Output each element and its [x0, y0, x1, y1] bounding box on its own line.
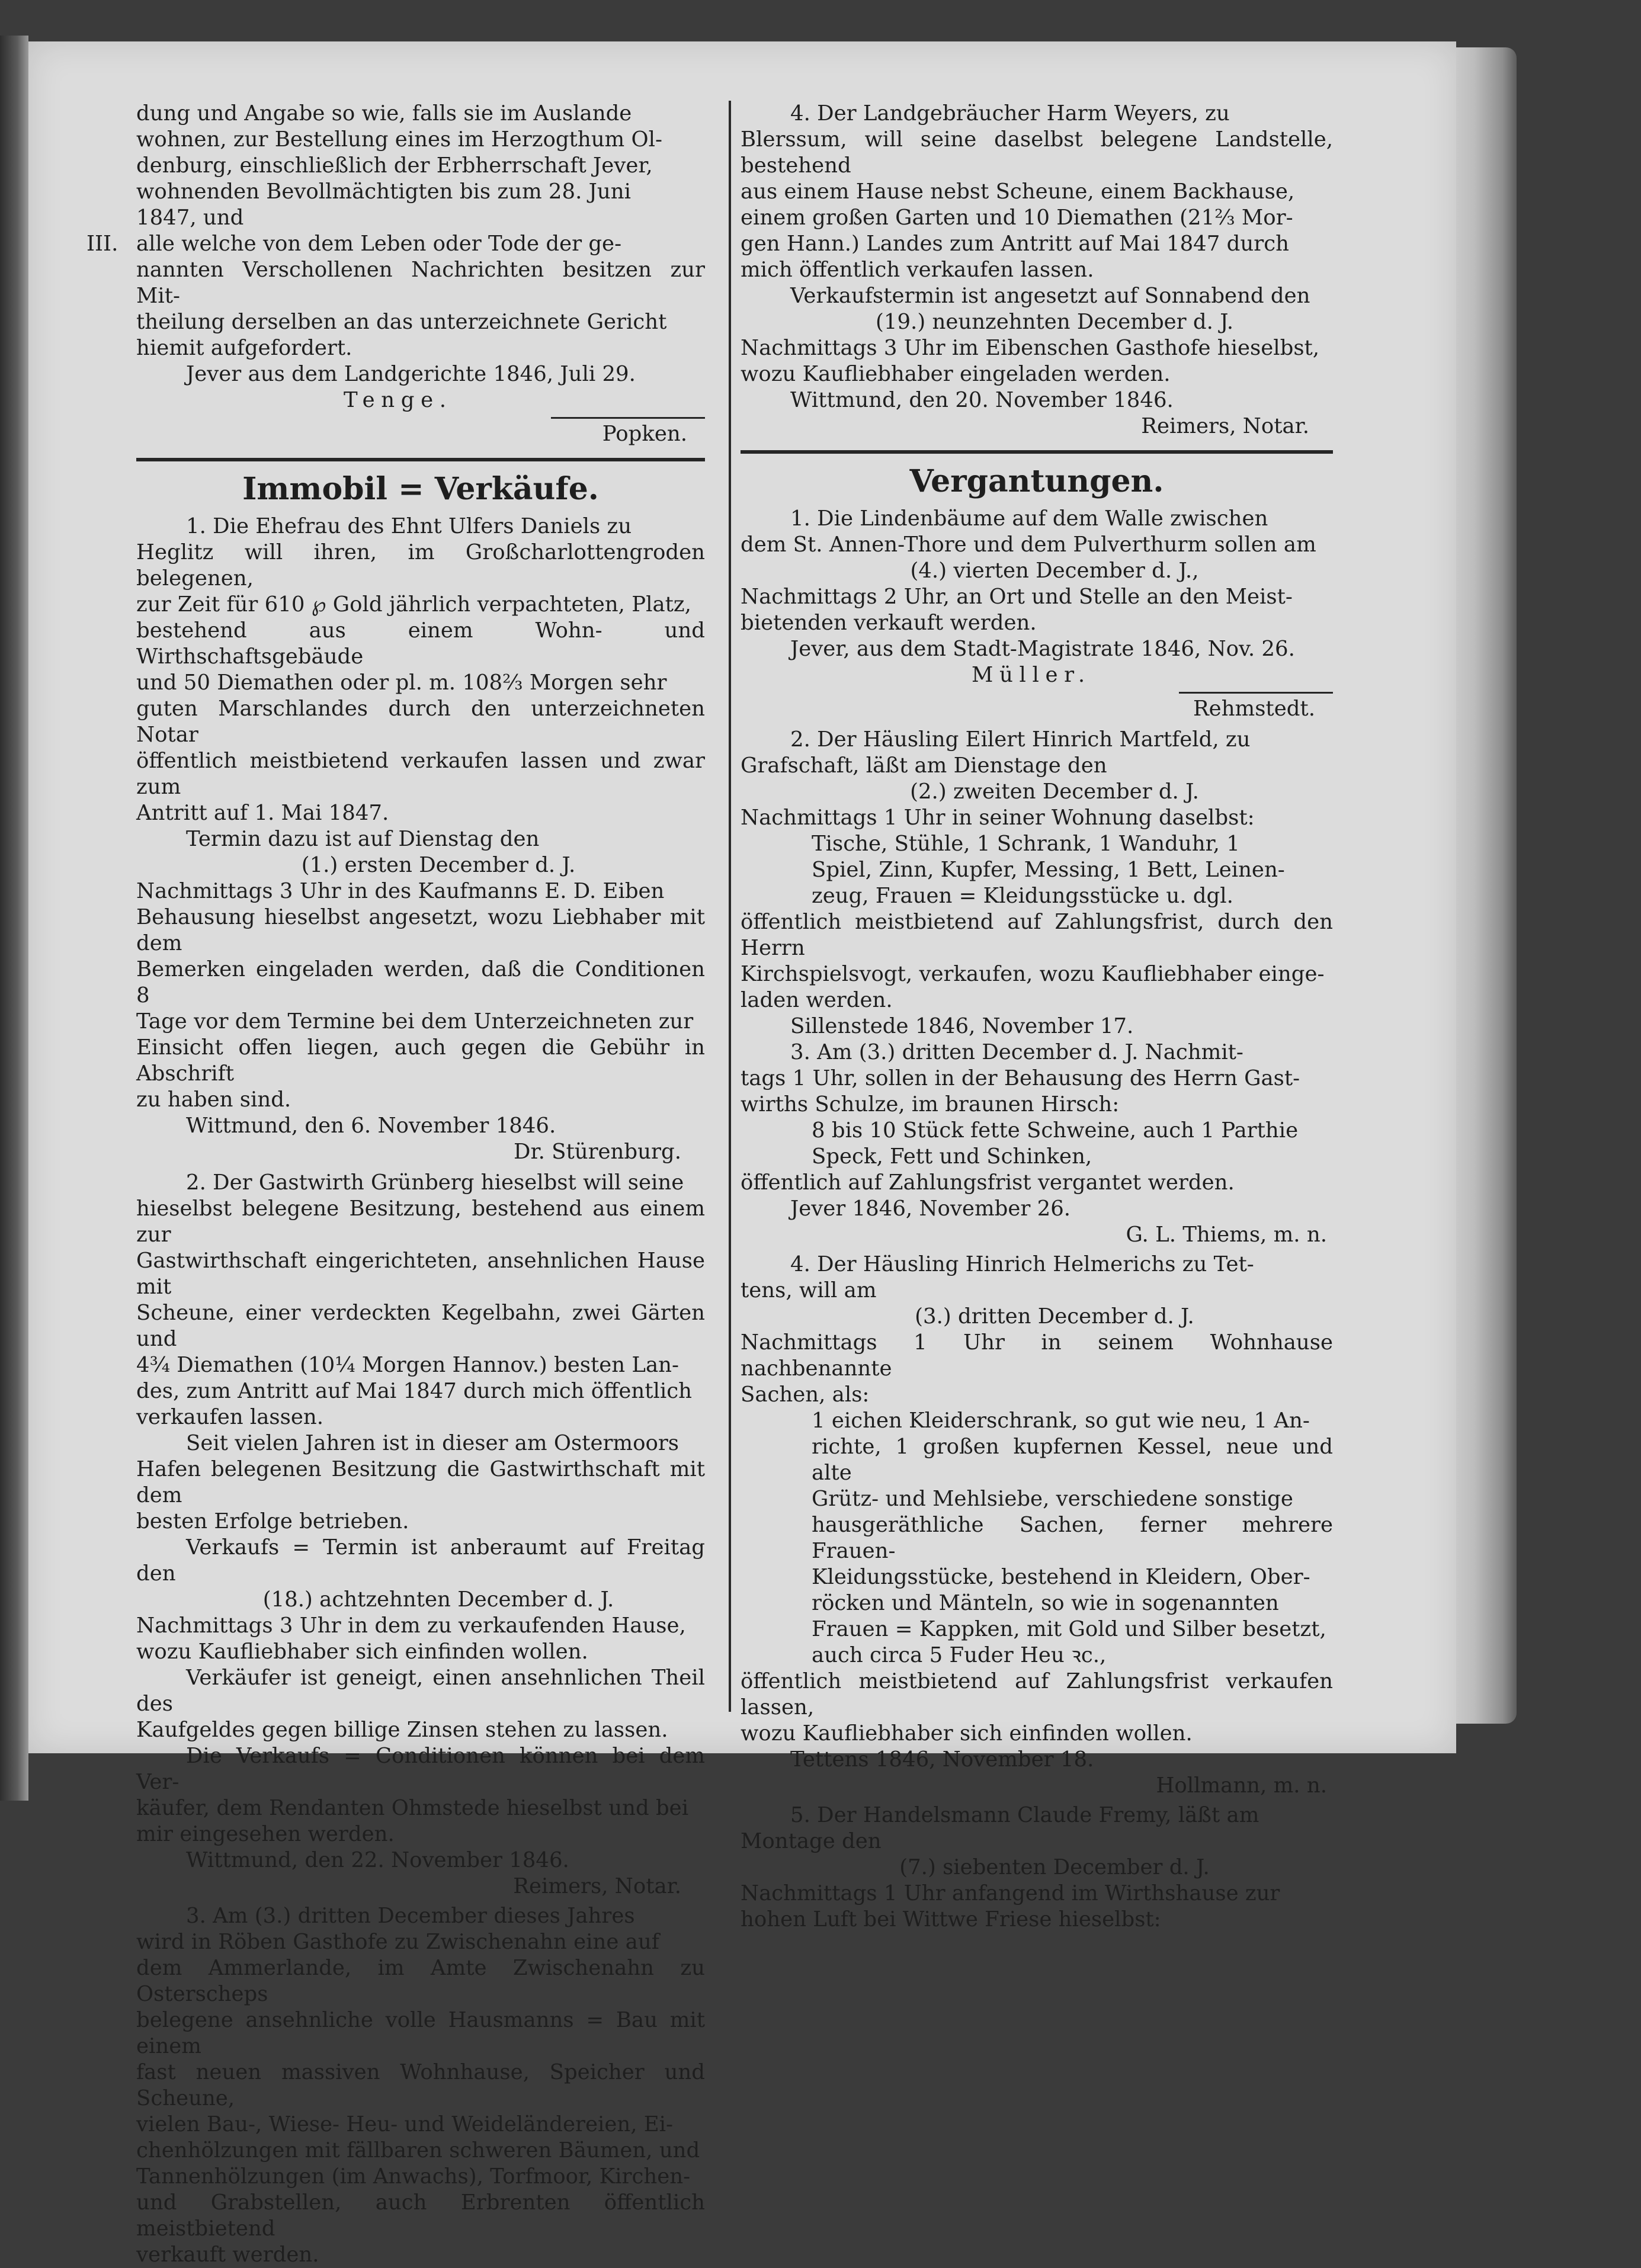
signature-popken: Popken. [602, 422, 687, 446]
notice-4-signature: Reimers, Notar. [1141, 414, 1309, 438]
notice-2-line: Seit vielen Jahren ist in dieser am Ostermoors [186, 1431, 680, 1455]
notice-1-line: Behausung hieselbst angesetzt, wozu Liebhaber mit dem [136, 905, 705, 955]
notice-3-line: 3. Am (3.) dritten December dieses Jahres [186, 1904, 635, 1928]
vergantung-4-item: hausgeräthliche Sachen, ferner mehrere Frauen- [812, 1513, 1333, 1563]
court-date: Jever aus dem Landgerichte 1846, Juli 29. [186, 362, 636, 386]
vergantung-3-line: öffentlich auf Zahlungsfrist vergantet werden. [741, 1170, 1235, 1195]
vergantung-1-line: dem St. Annen-Thore und dem Pulverthurm sollen am [741, 532, 1316, 557]
vergantung-4-date: (3.) dritten December d. J. [915, 1304, 1194, 1329]
signature-rule [551, 417, 705, 419]
notice-4-termin: Verkaufstermin ist angesetzt auf Sonnabend den [790, 284, 1310, 308]
intro-line-2: wohnen, zur Bestellung eines im Herzogthum Ol- [136, 127, 662, 152]
vergantung-3-place: Jever 1846, November 26. [790, 1196, 1071, 1221]
notice-2-termin: Verkaufs = Termin ist anberaumt auf Freitag den [136, 1535, 705, 1586]
item-iii-line: nannten Verschollenen Nachrichten besitzen zur Mit- [136, 258, 705, 308]
vergantung-2-line: Grafschaft, läßt am Dienstage den [741, 753, 1107, 778]
notice-2-line: 2. Der Gastwirth Grünberg hieselbst will seine [186, 1170, 684, 1195]
vergantung-3-line: 3. Am (3.) dritten December d. J. Nachmit- [790, 1040, 1243, 1064]
notice-2-line: käufer, dem Rendanten Ohmstede hieselbst und bei [136, 1796, 689, 1820]
vergantung-1-date: (4.) vierten December d. J., [910, 559, 1199, 583]
vergantung-4-line: öffentlich meistbietend auf Zahlungsfrist verkaufen lassen, [741, 1669, 1333, 1720]
notice-2-line: Nachmittags 3 Uhr in dem zu verkaufenden Hause, [136, 1613, 686, 1638]
vergantung-4-line: Sachen, als: [741, 1382, 870, 1407]
notice-3-line: dem Ammerlande, im Amte Zwischenahn zu Osterscheps [136, 1956, 705, 2006]
vergantung-2-line: öffentlich meistbietend auf Zahlungsfrist, durch den Herrn [741, 910, 1333, 960]
notice-2-line: mir eingesehen werden. [136, 1822, 395, 1846]
notice-4-line: mich öffentlich verkaufen lassen. [741, 258, 1094, 282]
vergantung-2-line: laden werden. [741, 988, 893, 1012]
notice-1-signature: Dr. Stürenburg. [514, 1140, 681, 1164]
page-edges [1446, 47, 1517, 1724]
vergantung-4-line: tens, will am [741, 1278, 877, 1303]
notice-2-line: Kaufgeldes gegen billige Zinsen stehen zu lassen. [136, 1718, 668, 1742]
notice-4-line: Blerssum, will seine daselbst belegene Landstelle, bestehend [741, 127, 1333, 178]
vergantung-2-line: Nachmittags 1 Uhr in seiner Wohnung daselbst: [741, 806, 1255, 830]
notice-1-line: Tage vor dem Termine bei dem Unterzeichneten zur [136, 1009, 694, 1034]
vergantung-3-item: Speck, Fett und Schinken, [812, 1144, 1092, 1169]
vergantung-4-item: Grütz- und Mehlsiebe, verschiedene sonstige [812, 1487, 1293, 1511]
left-column [86, 101, 705, 2268]
notice-4-line: Nachmittags 3 Uhr im Eibenschen Gasthofe hieselbst, [741, 336, 1320, 360]
vergantung-2-line: Kirchspielsvogt, verkaufen, wozu Kaufliebhaber einge- [741, 962, 1325, 986]
signature-tenge: Tenge. [344, 388, 453, 412]
notice-1-line: Nachmittags 3 Uhr in des Kaufmanns E. D. Eiben [136, 879, 665, 903]
notice-2-line: Gastwirthschaft eingerichteten, ansehnlichen Hause mit [136, 1249, 705, 1299]
notice-2-line: Scheune, einer verdeckten Kegelbahn, zwei Gärten und [136, 1301, 705, 1351]
newspaper-page [28, 41, 1456, 2267]
notice-3-line: vielen Bau-, Wiese- Heu- und Weideländereien, Ei- [136, 2112, 674, 2137]
vergantung-1-line: bietenden verkauft werden. [741, 611, 1037, 635]
notice-4-place: Wittmund, den 20. November 1846. [790, 388, 1174, 412]
signature-rule [1179, 692, 1333, 694]
vergantung-1-signature-rehmstedt: Rehmstedt. [1193, 697, 1315, 721]
notice-1-line: und 50 Diemathen oder pl. m. 108⅔ Morgen sehr [136, 671, 667, 695]
vergantung-4-item: Kleidungsstücke, bestehend in Kleidern, Ober- [812, 1565, 1310, 1589]
item-iii-line: theilung derselben an das unterzeichnete Gericht [136, 310, 667, 334]
notice-3-line: und Grabstellen, auch Erbrenten öffentlich meistbietend [136, 2190, 705, 2241]
notice-1-line: zur Zeit für 610 ℘ Gold jährlich verpachteten, Platz, [136, 592, 691, 617]
book-spine [0, 36, 28, 1801]
notice-3-line: wird in Röben Gasthofe zu Zwischenahn eine auf [136, 1930, 659, 1954]
item-iii-number: III. [86, 232, 118, 256]
vergantung-2-date: (2.) zweiten December d. J. [910, 779, 1199, 804]
vergantung-4-item: richte, 1 großen kupfernen Kessel, neue und alte [812, 1435, 1333, 1485]
notice-2-line: verkaufen lassen. [136, 1405, 323, 1429]
notice-4-line: wozu Kaufliebhaber eingeladen werden. [741, 362, 1171, 386]
notice-1-line: Heglitz will ihren, im Großcharlottengroden belegenen, [136, 540, 705, 591]
vergantung-3-item: 8 bis 10 Stück fette Schweine, auch 1 Parthie [812, 1118, 1299, 1143]
notice-3-line: belegene ansehnliche volle Hausmanns = Bau mit einem [136, 2008, 705, 2058]
notice-1-line: 1. Die Ehefrau des Ehnt Ulfers Daniels zu [186, 514, 632, 538]
notice-1-line: guten Marschlandes durch den unterzeichneten Notar [136, 697, 705, 747]
notice-2-line: 4¾ Diemathen (10¼ Morgen Hannov.) besten Lan- [136, 1353, 679, 1377]
vergantung-2-place: Sillenstede 1846, November 17. [790, 1014, 1134, 1038]
vergantung-4-line: wozu Kaufliebhaber sich einfinden wollen. [741, 1721, 1193, 1746]
intro-line-3: denburg, einschließlich der Erbherrschaft Jever, [136, 153, 653, 178]
notice-4-line: aus einem Hause nebst Scheune, einem Backhause, [741, 179, 1295, 204]
vergantung-4-item: röcken und Mänteln, so wie in sogenannten [812, 1591, 1279, 1615]
section-rule [136, 458, 705, 461]
vergantung-1-place: Jever, aus dem Stadt-Magistrate 1846, Nov. 26. [790, 637, 1295, 661]
notice-2-line: Hafen belegenen Besitzung die Gastwirthschaft mit dem [136, 1457, 705, 1507]
notice-2-line: des, zum Antritt auf Mai 1847 durch mich öffentlich [136, 1379, 692, 1403]
intro-line-5: 1847, und [136, 206, 244, 230]
notice-3-line: chenhölzungen mit fällbaren schweren Bäumen, und [136, 2138, 700, 2163]
notice-1-place: Wittmund, den 6. November 1846. [186, 1114, 556, 1138]
notice-3-line: fast neuen massiven Wohnhause, Speicher und Scheune, [136, 2060, 705, 2110]
vergantung-1-line: 1. Die Lindenbäume auf dem Walle zwischen [790, 506, 1268, 531]
notice-4-line: gen Hann.) Landes zum Antritt auf Mai 1847 durch [741, 232, 1289, 256]
vergantung-4-item: auch circa 5 Fuder Heu ꝛc., [812, 1643, 1107, 1667]
notice-2-line: wozu Kaufliebhaber sich einfinden wollen. [136, 1640, 588, 1664]
notice-3-line: verkauft werden. [136, 2243, 319, 2267]
vergantung-1-line: Nachmittags 2 Uhr, an Ort und Stelle an den Meist- [741, 585, 1293, 609]
item-iii-line: alle welche von dem Leben oder Tode der ge- [136, 232, 622, 256]
notice-2-line: hieselbst belegene Besitzung, bestehend aus einem zur [136, 1196, 705, 1247]
notice-2-line: Verkäufer ist geneigt, einen ansehnlichen Theil des [136, 1666, 705, 1716]
notice-2-place: Wittmund, den 22. November 1846. [186, 1848, 569, 1872]
item-iii-line: hiemit aufgefordert. [136, 336, 352, 360]
item-iii [86, 231, 705, 361]
vergantung-3-line: wirths Schulze, im braunen Hirsch: [741, 1092, 1120, 1117]
notice-1-line: Einsicht offen liegen, auch gegen die Gebühr in Abschrift [136, 1035, 705, 1086]
notice-2-date: (18.) achtzehnten December d. J. [262, 1587, 614, 1612]
vergantung-2-line: 2. Der Häusling Eilert Hinrich Martfeld, zu [790, 727, 1251, 752]
notice-1-line: Antritt auf 1. Mai 1847. [136, 801, 389, 825]
vergantung-4-signature: Hollmann, m. n. [1156, 1773, 1327, 1798]
vergantung-4-place: Tettens 1846, November 18. [790, 1747, 1094, 1772]
vergantung-5-line: Nachmittags 1 Uhr anfangend im Wirthshause zur [741, 1881, 1280, 1905]
notice-3-line: Tannenhölzungen (im Anwachs), Torfmoor, Kirchen- [136, 2164, 691, 2189]
notice-4-line: 4. Der Landgebräucher Harm Weyers, zu [790, 101, 1230, 126]
notice-2-line: besten Erfolge betrieben. [136, 1509, 409, 1534]
intro-line-4: wohnenden Bevollmächtigten bis zum 28. Juni [136, 179, 631, 204]
intro-line-1: dung und Angabe so wie, falls sie im Auslande [136, 101, 632, 126]
notice-1-termin: Termin dazu ist auf Dienstag den [186, 827, 540, 851]
vergantung-4-line: Nachmittags 1 Uhr in seinem Wohnhause nachbenannte [741, 1330, 1333, 1381]
vergantung-4-line: 4. Der Häusling Hinrich Helmerichs zu Tet- [790, 1252, 1254, 1276]
notice-1-line: öffentlich meistbietend verkaufen lassen und zwar zum [136, 749, 705, 799]
notice-2-signature: Reimers, Notar. [513, 1874, 681, 1898]
notice-1-line: zu haben sind. [136, 1088, 291, 1112]
vergantung-3-line: tags 1 Uhr, sollen in der Behausung des Herrn Gast- [741, 1066, 1300, 1090]
notice-4-line: einem großen Garten und 10 Diemathen (21⅔ Mor- [741, 206, 1293, 230]
vergantung-4-item: Frauen = Kappken, mit Gold und Silber besetzt, [812, 1617, 1326, 1641]
notice-1-line: Bemerken eingeladen werden, daß die Conditionen 8 [136, 957, 705, 1008]
vergantung-5-line: Montage den [741, 1829, 882, 1853]
vergantung-2-item: Tische, Stühle, 1 Schrank, 1 Wanduhr, 1 [812, 832, 1240, 856]
section-rule [741, 450, 1333, 454]
notice-2-line: Die Verkaufs = Conditionen können bei dem Ver- [136, 1744, 705, 1794]
heading-immobil-verkaeufe: Immobil = Verkäufe. [242, 471, 599, 507]
vergantung-2-item: zeug, Frauen = Kleidungsstücke u. dgl. [812, 884, 1233, 908]
column-divider [729, 101, 731, 1712]
notice-4-date: (19.) neunzehnten December d. J. [876, 310, 1233, 334]
notice-1-date: (1.) ersten December d. J. [301, 853, 576, 877]
vergantung-5-line: 5. Der Handelsmann Claude Fremy, läßt am [790, 1803, 1259, 1827]
vergantung-5-date: (7.) siebenten December d. J. [899, 1855, 1210, 1879]
vergantung-1-signature-mueller: Müller. [972, 663, 1091, 687]
vergantung-4-item: 1 eichen Kleiderschrank, so gut wie neu, 1 An- [812, 1409, 1310, 1433]
vergantung-3-signature: G. L. Thiems, m. n. [1126, 1223, 1327, 1247]
notice-1-line: bestehend aus einem Wohn- und Wirthschaftsgebäude [136, 618, 705, 669]
vergantung-5-line: hohen Luft bei Wittwe Friese hieselbst: [741, 1907, 1161, 1932]
right-column [741, 101, 1333, 1933]
vergantung-2-item: Spiel, Zinn, Kupfer, Messing, 1 Bett, Leinen- [812, 858, 1285, 882]
heading-vergantungen: Vergantungen. [909, 463, 1164, 499]
